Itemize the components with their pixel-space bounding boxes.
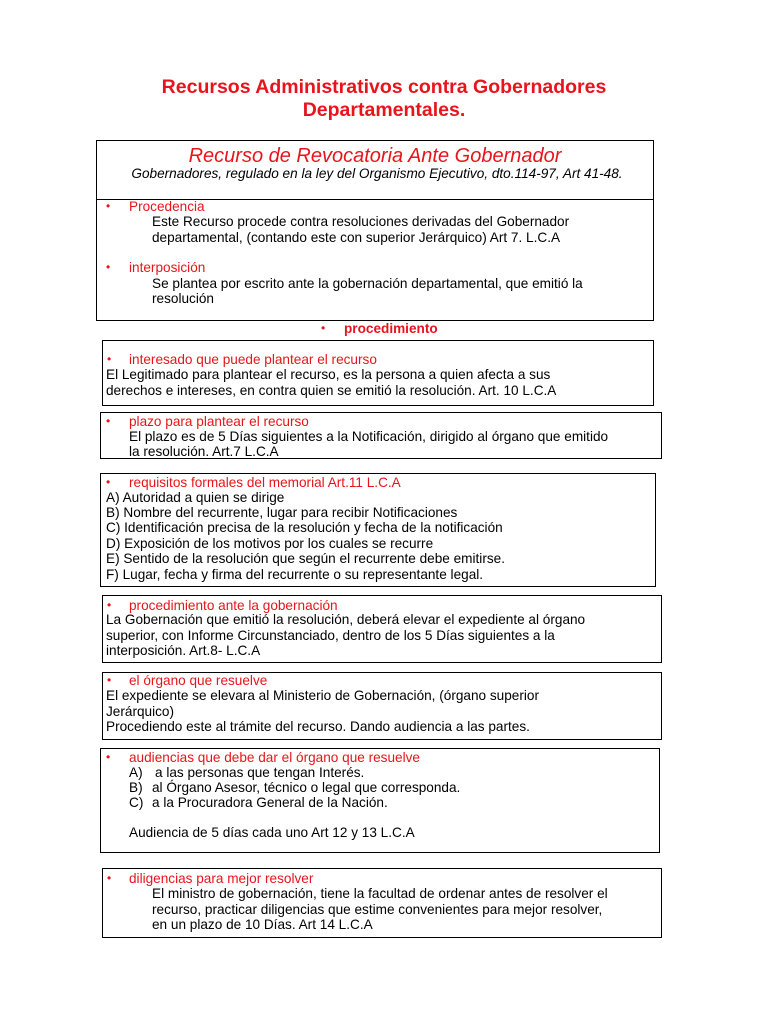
gobernacion-line-1: La Gobernación que emitió la resolución, deberá elevar el expediente al órgano bbox=[106, 612, 586, 627]
organo-line-2: Jerárquico) bbox=[106, 704, 174, 719]
interposicion-line-1: Se plantea por escrito ante la gobernación departamental, que emitió la bbox=[152, 276, 583, 291]
diligencias-line-2: recurso, practicar diligencias que estime convenientes para mejor resolver, bbox=[152, 902, 603, 917]
requisito-c: C) Identificación precisa de la resolución y fecha de la notificación bbox=[106, 520, 503, 535]
audiencia-a-letter: A) bbox=[129, 765, 143, 780]
plazo-label: plazo para plantear el recurso bbox=[129, 414, 309, 429]
procedimiento-heading: procedimiento bbox=[344, 321, 438, 336]
interesado-line-2: derechos e intereses, en contra quien se emitió la resolución. Art. 10 L.C.A bbox=[106, 383, 557, 398]
interposicion-line-2: resolución bbox=[152, 291, 214, 306]
title-line-2: Departamentales. bbox=[302, 99, 466, 121]
interesado-line-1: El Legitimado para plantear el recurso, es la persona a quien afecta a sus bbox=[106, 367, 551, 382]
revocatoria-subtitle: Gobernadores, regulado en la ley del Organismo Ejecutivo, dto.114-97, Art 41-48. bbox=[131, 166, 623, 181]
requisito-b: B) Nombre del recurrente, lugar para recibir Notificaciones bbox=[106, 505, 458, 520]
procedencia-line-2: departamental, (contando este con superior Jerárquico) Art 7. L.C.A bbox=[152, 230, 561, 245]
organo-line-3: Procediendo este al trámite del recurso. Dando audiencia a las partes. bbox=[106, 719, 530, 734]
audiencia-a-text: a las personas que tengan Interés. bbox=[155, 765, 365, 780]
bullet-icon: • bbox=[106, 199, 111, 213]
requisito-a: A) Autoridad a quien se dirige bbox=[106, 490, 285, 505]
requisitos-label: requisitos formales del memorial Art.11 L.C.A bbox=[129, 475, 401, 490]
bullet-icon: • bbox=[106, 414, 111, 428]
audiencias-label: audiencias que debe dar el órgano que resuelve bbox=[129, 750, 420, 765]
bullet-icon: • bbox=[106, 750, 111, 764]
bullet-icon: • bbox=[107, 673, 112, 687]
diligencias-label: diligencias para mejor resolver bbox=[129, 871, 314, 886]
procedencia-label: Procedencia bbox=[129, 199, 205, 214]
gobernacion-label: procedimiento ante la gobernación bbox=[129, 598, 338, 613]
procedencia-line-1: Este Recurso procede contra resoluciones derivadas del Gobernador bbox=[152, 214, 570, 229]
revocatoria-title: Recurso de Revocatoria Ante Gobernador bbox=[188, 145, 562, 167]
gobernacion-line-2: superior, con Informe Circunstanciado, dentro de los 5 Días siguientes a la bbox=[106, 628, 555, 643]
document-title bbox=[0, 76, 768, 122]
diligencias-line-1: El ministro de gobernación, tiene la facultad de ordenar antes de resolver el bbox=[152, 886, 608, 901]
title-line-1: Recursos Administrativos contra Gobernadores bbox=[161, 76, 607, 98]
gobernacion-line-3: interposición. Art.8- L.C.A bbox=[106, 643, 261, 658]
audiencia-c-text: a la Procuradora General de la Nación. bbox=[152, 795, 388, 810]
interposicion-label: interposición bbox=[129, 260, 206, 275]
bullet-icon: • bbox=[106, 475, 111, 489]
diligencias-line-3: en un plazo de 10 Días. Art 14 L.C.A bbox=[152, 917, 373, 932]
audiencias-note: Audiencia de 5 días cada uno Art 12 y 13 L.C.A bbox=[129, 825, 415, 840]
bullet-icon: • bbox=[107, 598, 112, 612]
bullet-icon: • bbox=[106, 260, 111, 274]
organo-line-1: El expediente se elevara al Ministerio de Gobernación, (órgano superior bbox=[106, 688, 539, 703]
requisito-e: E) Sentido de la resolución que según el recurrente debe emitirse. bbox=[106, 551, 505, 566]
requisito-f: F) Lugar, fecha y firma del recurrente o su representante legal. bbox=[106, 567, 484, 582]
interesado-label: interesado que puede plantear el recurso bbox=[129, 352, 377, 367]
audiencia-c-letter: C) bbox=[129, 795, 144, 810]
bullet-icon: • bbox=[107, 352, 112, 366]
requisito-d: D) Exposición de los motivos por los cuales se recurre bbox=[106, 536, 434, 551]
bullet-icon: • bbox=[321, 321, 326, 335]
plazo-line-2: la resolución. Art.7 L.C.A bbox=[129, 444, 279, 459]
bullet-icon: • bbox=[107, 871, 112, 885]
audiencia-b-text: al Órgano Asesor, técnico o legal que corresponda. bbox=[152, 780, 461, 795]
audiencia-b-letter: B) bbox=[129, 780, 143, 795]
plazo-line-1: El plazo es de 5 Días siguientes a la Notificación, dirigido al órgano que emitido bbox=[129, 429, 609, 444]
organo-label: el órgano que resuelve bbox=[129, 673, 268, 688]
